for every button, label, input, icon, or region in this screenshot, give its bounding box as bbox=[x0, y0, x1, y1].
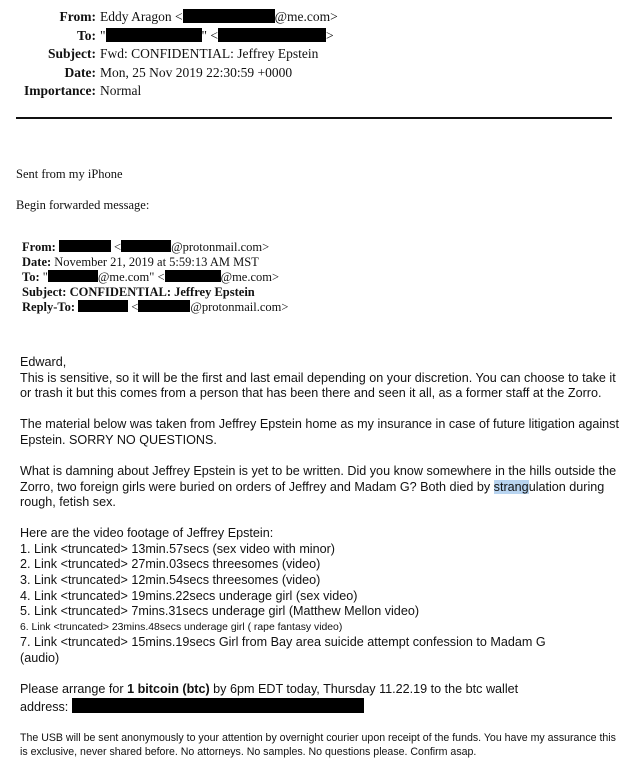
to-label: To: bbox=[76, 27, 96, 43]
subject-value: Fwd: CONFIDENTIAL: Jeffrey Epstein bbox=[100, 46, 319, 61]
list-item: 6. Link <truncated> 23mins.48secs underage girl ( rape fantasy video) bbox=[20, 621, 343, 633]
fwd-to-domain: @me.com> bbox=[220, 270, 280, 284]
redaction-block bbox=[59, 240, 111, 252]
list-item: 7. Link <truncated> 15mins.19secs Girl from Bay area suicide attempt confession to Madam G bbox=[20, 635, 546, 650]
email-header bbox=[0, 8, 640, 101]
redaction-block bbox=[218, 28, 326, 42]
closing-paragraph: The USB will be sent anonymously to your attention by overnight courier upon receipt of the funds. You have my assurance this is exclusive, never shared before. No attorneys. No samples. No questions please. Confirm asap. bbox=[20, 731, 616, 758]
fwd-to-mid: @me.com" < bbox=[97, 270, 165, 284]
fwd-date-value: November 21, 2019 at 5:59:13 AM MST bbox=[54, 255, 259, 269]
paragraph-1: This is sensitive, so it will be the first and last email depending on your discretion. You can choose to take it or trash it but this comes from a person that has been there and seen it all, as a former staff at the Zorro. bbox=[20, 370, 616, 401]
list-item: 2. Link <truncated> 27min.03secs threesomes (video) bbox=[20, 557, 321, 572]
fwd-from-lt: < bbox=[114, 240, 122, 254]
to-close: > bbox=[326, 27, 334, 43]
message-body bbox=[20, 355, 620, 774]
fwd-replyto-lt: < bbox=[131, 300, 139, 314]
fwd-replyto-row bbox=[22, 300, 288, 315]
fwd-from-row bbox=[22, 240, 288, 255]
list-item: 4. Link <truncated> 19mins.22secs underage girl (sex video) bbox=[20, 588, 358, 603]
fwd-to-row bbox=[22, 270, 288, 285]
header-importance-row bbox=[0, 82, 640, 101]
message-greeting-and-p1 bbox=[20, 355, 620, 402]
importance-label: Importance: bbox=[24, 83, 96, 98]
from-label: From: bbox=[59, 9, 96, 24]
fwd-date-label: Date: bbox=[22, 255, 52, 269]
arrange-text: Please arrange for bbox=[20, 682, 128, 697]
address-label: address: bbox=[20, 699, 69, 714]
fwd-to-quote: " bbox=[42, 270, 48, 284]
list-item: 3. Link <truncated> 12min.54secs threesomes (video) bbox=[20, 573, 321, 588]
importance-value: Normal bbox=[100, 83, 142, 98]
fwd-from-label: From: bbox=[22, 240, 56, 254]
greeting: Edward, bbox=[20, 355, 67, 369]
header-date-row bbox=[0, 64, 640, 83]
redaction-block bbox=[72, 698, 364, 713]
fwd-replyto-domain: @protonmail.com> bbox=[190, 300, 289, 314]
bitcoin-amount: 1 bitcoin (btc) bbox=[127, 682, 210, 697]
p3-text-end: ulation during rough, fetish sex. bbox=[20, 479, 605, 510]
forwarded-header bbox=[22, 240, 288, 315]
redaction-block bbox=[183, 9, 275, 23]
video-list-title: Here are the video footage of Jeffrey Epstein: bbox=[20, 526, 274, 541]
subject-label: Subject: bbox=[48, 46, 96, 61]
list-item: 5. Link <truncated> 7mins.31secs underage girl (Matthew Mellon video) bbox=[20, 604, 420, 619]
fwd-from-domain: @protonmail.com> bbox=[171, 240, 270, 254]
video-list bbox=[20, 526, 620, 666]
redaction-block bbox=[78, 300, 128, 312]
intro-block bbox=[16, 166, 149, 228]
begin-forwarded-text: Begin forwarded message: bbox=[16, 198, 150, 212]
header-subject-row bbox=[0, 45, 640, 64]
header-divider bbox=[16, 117, 612, 119]
to-quote: " bbox=[100, 27, 106, 43]
redaction-block bbox=[138, 300, 190, 312]
header-to-row bbox=[0, 27, 640, 46]
arrange-text-end: by 6pm EDT today, Thursday 11.22.19 to the btc wallet bbox=[209, 682, 519, 697]
from-name: Eddy Aragon < bbox=[100, 9, 183, 24]
to-mid: " < bbox=[201, 27, 219, 43]
fwd-subject-value: CONFIDENTIAL: Jeffrey Epstein bbox=[69, 285, 255, 299]
fwd-date-row bbox=[22, 255, 288, 270]
list-item: (audio) bbox=[20, 651, 60, 665]
paragraph-3 bbox=[20, 464, 620, 511]
list-item: 1. Link <truncated> 13min.57secs (sex video with minor) bbox=[20, 541, 335, 556]
selected-text: strang bbox=[493, 479, 529, 494]
redaction-block bbox=[121, 240, 171, 252]
redaction-block bbox=[165, 270, 221, 282]
to-value bbox=[100, 27, 334, 46]
fwd-to-label: To: bbox=[22, 270, 40, 284]
fwd-subject-label: Subject: bbox=[22, 285, 67, 299]
paragraph-2: The material below was taken from Jeffrey Epstein home as my insurance in case of future litigation against Epstein. SORRY NO QUESTIONS. bbox=[20, 417, 619, 447]
p3-text: What is damning about Jeffrey Epstein is yet to be written. Did you know somewhere in the hills outside the Zorro, two foreign girls were buried on orders of Jeffrey and Madam G? Both died by bbox=[20, 463, 617, 494]
from-domain: @me.com> bbox=[274, 9, 338, 24]
from-value bbox=[100, 8, 338, 27]
fwd-subject-row bbox=[22, 285, 288, 300]
date-label: Date: bbox=[64, 64, 96, 80]
payment-paragraph bbox=[20, 682, 620, 715]
fwd-replyto-label: Reply-To: bbox=[22, 300, 76, 314]
sent-from-text: Sent from my iPhone bbox=[16, 167, 123, 181]
redaction-block bbox=[106, 28, 202, 42]
date-value: Mon, 25 Nov 2019 22:30:59 +0000 bbox=[100, 64, 293, 80]
header-from-row bbox=[0, 8, 640, 27]
redaction-block bbox=[48, 270, 98, 282]
